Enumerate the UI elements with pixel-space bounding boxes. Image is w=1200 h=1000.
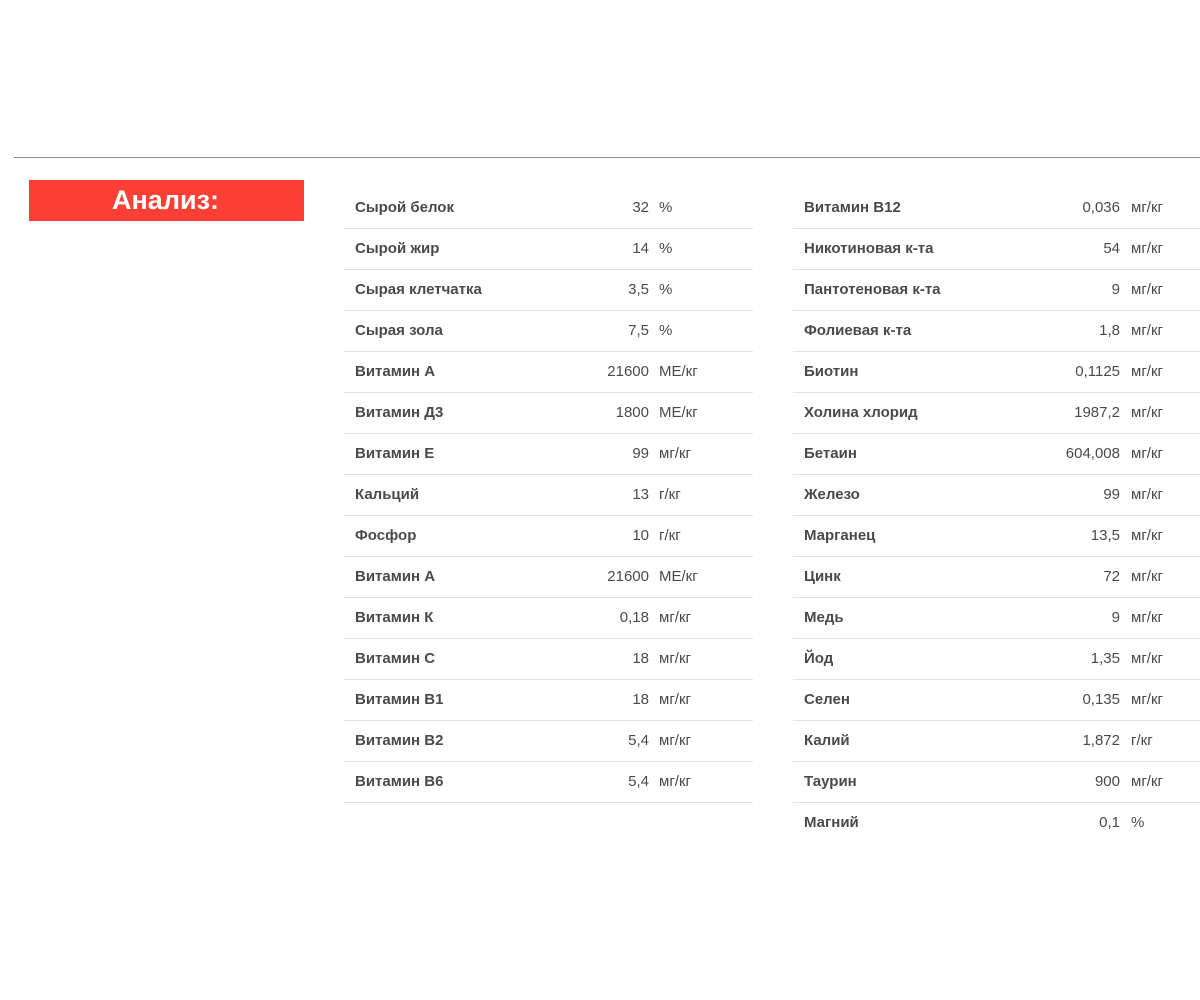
nutrient-name: Биотин — [804, 363, 859, 380]
nutrient-row — [793, 516, 1200, 557]
nutrient-value: 13,5 — [1090, 527, 1120, 544]
nutrient-value: 13 — [632, 486, 649, 503]
nutrient-unit: мг/кг — [659, 773, 691, 790]
nutrient-value: 1987,2 — [1074, 404, 1120, 421]
nutrient-name: Цинк — [804, 568, 841, 585]
nutrient-row — [793, 393, 1200, 434]
nutrient-name: Витамин С — [355, 650, 436, 667]
nutrient-row — [793, 557, 1200, 598]
analysis-heading: Анализ: — [29, 180, 304, 221]
nutrient-name: Марганец — [804, 527, 876, 544]
nutrient-unit: МЕ/кг — [659, 363, 698, 380]
nutrient-unit: мг/кг — [1131, 404, 1163, 421]
top-divider — [14, 157, 1200, 158]
nutrient-unit: мг/кг — [659, 691, 691, 708]
nutrient-name: Калий — [804, 732, 850, 749]
nutrient-row — [793, 475, 1200, 516]
nutrient-row — [344, 229, 753, 270]
nutrient-unit: мг/кг — [1131, 609, 1163, 626]
nutrient-value: 0,18 — [619, 609, 649, 626]
nutrient-name: Кальций — [355, 486, 420, 503]
nutrient-row — [344, 434, 753, 475]
nutrient-row — [793, 270, 1200, 311]
nutrient-unit: % — [659, 240, 673, 257]
nutrient-value: 1,35 — [1090, 650, 1120, 667]
nutrient-value: 14 — [632, 240, 649, 257]
nutrient-value: 54 — [1103, 240, 1120, 257]
nutrient-name: Магний — [804, 814, 859, 831]
nutrient-value: 5,4 — [628, 732, 649, 749]
nutrient-row — [793, 188, 1200, 229]
nutrient-unit: г/кг — [659, 486, 681, 503]
nutrient-value: 5,4 — [628, 773, 649, 790]
nutrient-row — [344, 311, 753, 352]
nutrient-value: 18 — [632, 650, 649, 667]
nutrient-value: 3,5 — [628, 281, 649, 298]
nutrient-value: 604,008 — [1065, 445, 1120, 462]
nutrient-name: Таурин — [804, 773, 857, 790]
nutrient-unit: мг/кг — [659, 445, 691, 462]
nutrient-name: Витамин А — [355, 568, 436, 585]
nutrient-value: 9 — [1111, 281, 1120, 298]
nutrient-name: Сырая зола — [355, 322, 443, 339]
nutrient-name: Витамин В2 — [355, 732, 444, 749]
nutrient-unit: % — [659, 322, 673, 339]
nutrient-row — [344, 270, 753, 311]
nutrient-row — [344, 393, 753, 434]
nutrient-value: 1800 — [615, 404, 649, 421]
nutrient-value: 7,5 — [628, 322, 649, 339]
nutrient-row — [793, 598, 1200, 639]
nutrient-unit: мг/кг — [1131, 650, 1163, 667]
nutrient-unit: мг/кг — [659, 650, 691, 667]
nutrient-unit: г/кг — [1131, 732, 1153, 749]
nutrient-unit: мг/кг — [1131, 773, 1163, 790]
nutrient-value: 0,1125 — [1075, 363, 1120, 380]
nutrient-value: 32 — [632, 199, 649, 216]
nutrient-list-right — [793, 188, 1200, 843]
nutrient-value: 99 — [632, 445, 649, 462]
nutrient-value: 21600 — [607, 363, 649, 380]
nutrient-row — [793, 311, 1200, 352]
nutrient-value: 9 — [1111, 609, 1120, 626]
nutrient-row — [793, 680, 1200, 721]
nutrient-unit: МЕ/кг — [659, 404, 698, 421]
nutrient-name: Никотиновая к-та — [804, 240, 934, 257]
nutrient-row — [344, 475, 753, 516]
nutrient-value: 21600 — [607, 568, 649, 585]
nutrient-name: Медь — [804, 609, 844, 626]
nutrient-unit: % — [659, 281, 673, 298]
nutrient-name: Витамин Д3 — [355, 404, 444, 421]
nutrient-row — [793, 803, 1200, 843]
nutrient-name: Сырой жир — [355, 240, 440, 257]
nutrient-row — [344, 680, 753, 721]
nutrient-row — [793, 352, 1200, 393]
nutrient-unit: г/кг — [659, 527, 681, 544]
nutrient-row — [793, 762, 1200, 803]
nutrient-unit: мг/кг — [1131, 527, 1163, 544]
nutrient-name: Сырая клетчатка — [355, 281, 482, 298]
nutrient-name: Холина хлорид — [804, 404, 918, 421]
nutrient-row — [344, 598, 753, 639]
nutrient-row — [793, 721, 1200, 762]
nutrient-unit: % — [659, 199, 673, 216]
nutrient-unit: мг/кг — [1131, 363, 1163, 380]
nutrient-unit: мг/кг — [1131, 445, 1163, 462]
nutrient-name: Пантотеновая к-та — [804, 281, 941, 298]
nutrient-row — [344, 762, 753, 803]
nutrient-row — [344, 721, 753, 762]
nutrient-name: Витамин А — [355, 363, 436, 380]
nutrient-row — [344, 352, 753, 393]
nutrient-name: Сырой белок — [355, 199, 454, 216]
nutrient-unit: мг/кг — [1131, 568, 1163, 585]
nutrient-name: Витамин К — [355, 609, 434, 626]
nutrient-name: Железо — [804, 486, 860, 503]
nutrient-row — [344, 516, 753, 557]
nutrient-row — [793, 639, 1200, 680]
nutrient-unit: мг/кг — [1131, 322, 1163, 339]
nutrient-name: Бетаин — [804, 445, 857, 462]
nutrient-value: 0,036 — [1082, 199, 1120, 216]
nutrient-unit: мг/кг — [1131, 281, 1163, 298]
nutrient-unit: мг/кг — [1131, 240, 1163, 257]
nutrient-unit: мг/кг — [659, 609, 691, 626]
nutrient-value: 0,1 — [1099, 814, 1120, 831]
nutrient-row — [793, 434, 1200, 475]
nutrient-row — [344, 639, 753, 680]
nutrient-name: Селен — [804, 691, 850, 708]
nutrient-value: 1,8 — [1099, 322, 1120, 339]
nutrient-unit: мг/кг — [1131, 691, 1163, 708]
nutrient-unit: мг/кг — [1131, 199, 1163, 216]
nutrient-row — [793, 229, 1200, 270]
nutrient-name: Йод — [804, 650, 834, 667]
nutrient-list-left — [344, 188, 753, 803]
nutrient-unit: % — [1131, 814, 1145, 831]
nutrient-name: Витамин В6 — [355, 773, 444, 790]
nutrient-unit: мг/кг — [659, 732, 691, 749]
nutrient-row — [344, 557, 753, 598]
nutrient-unit: МЕ/кг — [659, 568, 698, 585]
nutrient-value: 900 — [1094, 773, 1120, 790]
nutrient-name: Витамин В12 — [804, 199, 901, 216]
nutrient-row — [344, 188, 753, 229]
nutrient-name: Витамин Е — [355, 445, 435, 462]
nutrient-value: 99 — [1103, 486, 1120, 503]
nutrient-name: Витамин В1 — [355, 691, 444, 708]
nutrient-value: 1,872 — [1082, 732, 1120, 749]
nutrient-unit: мг/кг — [1131, 486, 1163, 503]
nutrient-name: Фолиевая к-та — [804, 322, 912, 339]
nutrient-value: 0,135 — [1082, 691, 1120, 708]
nutrient-name: Фосфор — [355, 527, 417, 544]
nutrient-value: 72 — [1103, 568, 1120, 585]
nutrient-value: 10 — [632, 527, 649, 544]
nutrient-value: 18 — [632, 691, 649, 708]
